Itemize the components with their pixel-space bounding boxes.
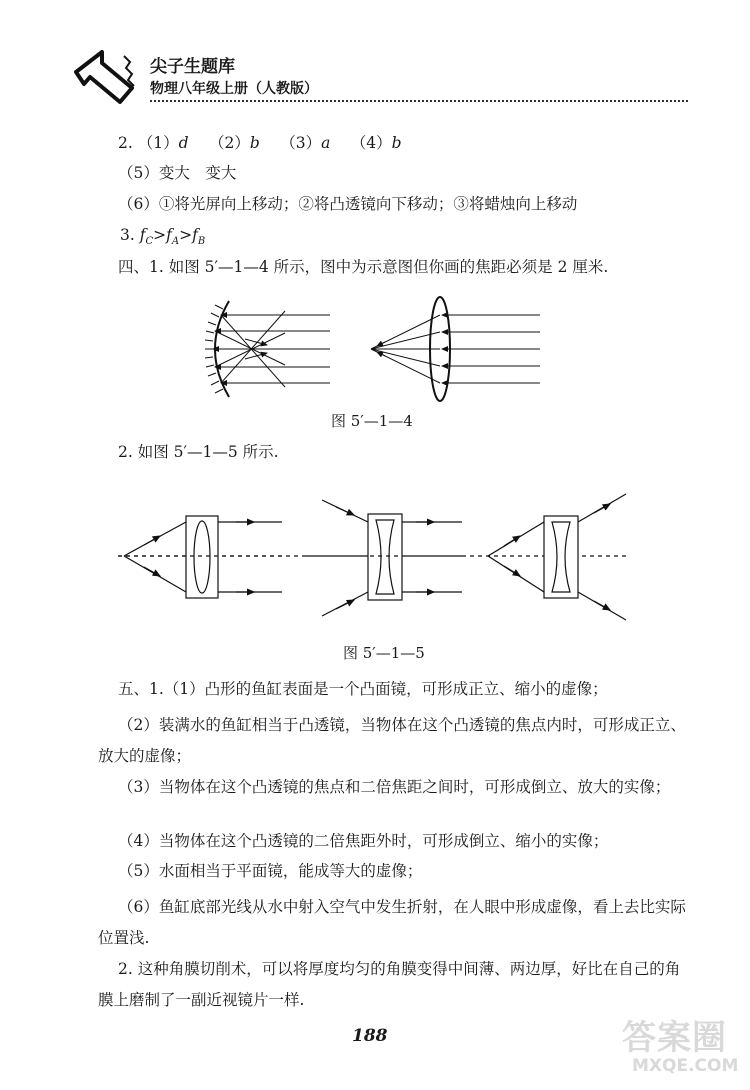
section5-p2: （2）装满水的鱼缸相当于凸透镜，当物体在这个凸透镜的焦点内时，可形成正立、放大的虚像； — [98, 716, 686, 765]
answer-q2-line5: （5）变大 变大 — [118, 164, 237, 182]
section5-p4: （4）当物体在这个凸透镜的二倍焦距外时，可形成倒立、缩小的实像； — [118, 832, 609, 850]
box3-concave-lens — [488, 494, 626, 620]
figure-caption-5-1-4: 图 5′—1—4 — [331, 412, 413, 430]
figure-5-1-4 — [195, 295, 555, 407]
section5-q2: 2. 这种角膜切削术，可以将厚度均匀的角膜变得中间薄、两边厚，好比在自己的角膜上磨制了一副近视镜片一样. — [98, 960, 681, 1009]
figure-caption-5-1-5: 图 5′—1—5 — [343, 644, 425, 662]
header-divider — [150, 100, 688, 102]
watermark-logo-text: 答案圈 — [622, 1018, 727, 1058]
answer-q2-line1: 2. （1）d （2）b （3）a （4）b — [118, 134, 402, 152]
watermark-url: MXQE.COM — [632, 1056, 739, 1076]
section4-q1: 四、1. 如图 5′—1—4 所示，图中为示意图但你画的焦距必须是 2 厘米. — [118, 258, 609, 276]
arrow-logo-icon — [72, 50, 142, 112]
section5-p1: 五、1.（1）凸形的鱼缸表面是一个凸面镜，可形成正立、缩小的虚像； — [118, 680, 608, 698]
book-subtitle: 物理八年级上册（人教版） — [150, 81, 318, 97]
figure-5-1-5 — [110, 488, 640, 628]
box1-convex-lens — [118, 516, 282, 598]
section4-q2: 2. 如图 5′—1—5 所示. — [118, 443, 279, 461]
book-title: 尖子生题库 — [150, 57, 235, 77]
mirror-rays — [213, 311, 330, 387]
answer-q3: 3. $f_C>f_A>f_B$ — [120, 226, 206, 248]
section5-p5: （5）水面相当于平面镜，能成等大的虚像； — [118, 862, 423, 880]
box2-concave-lens — [306, 500, 462, 616]
answer-q2-line6: （6）①将光屏向上移动；②将凸透镜向下移动；③将蜡烛向上移动 — [118, 195, 578, 213]
section5-p6: （6）鱼缸底部光线从水中射入空气中发生折射，在人眼中形成虚像，看上去比实际位置浅. — [98, 898, 686, 947]
lens-rays — [371, 315, 540, 383]
page-number: 188 — [352, 1026, 388, 1046]
section5-p3: （3）当物体在这个凸透镜的焦点和二倍焦距之间时，可形成倒立、放大的实像； — [118, 778, 671, 796]
